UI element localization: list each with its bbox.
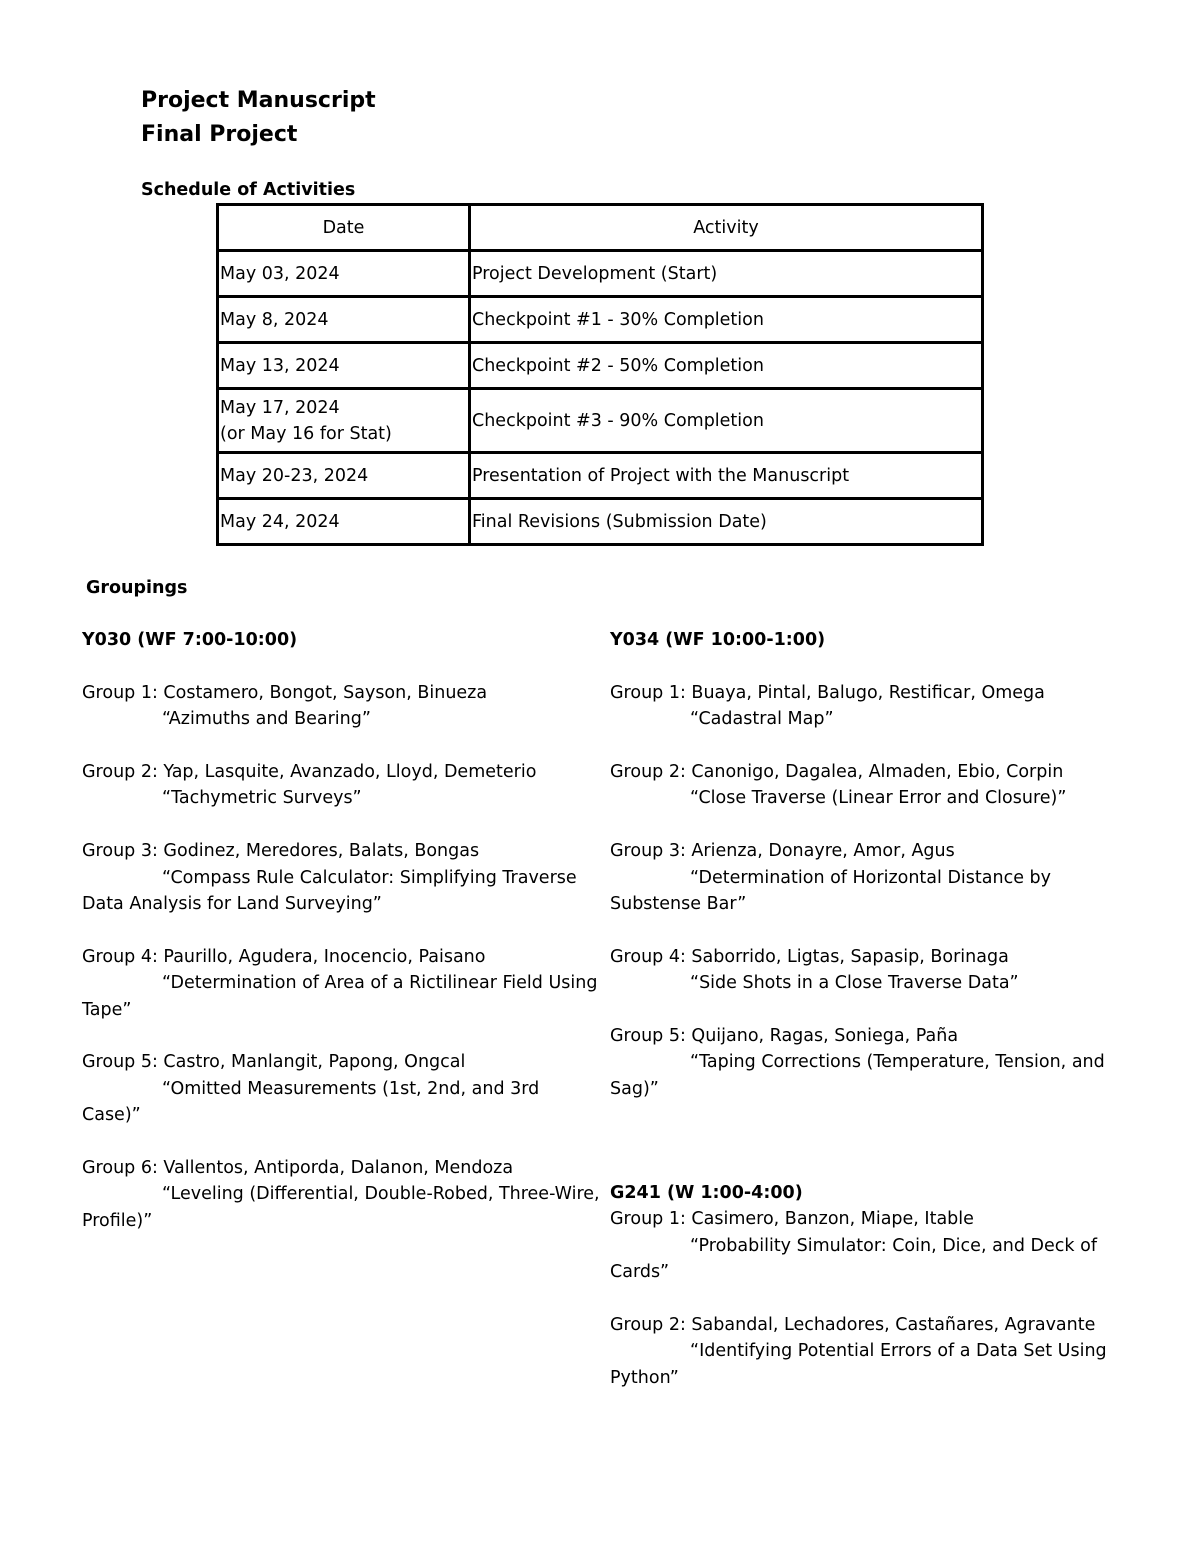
group-members: Group 1: Buaya, Pintal, Balugo, Restificar, Omega bbox=[610, 682, 1045, 703]
group-members: Group 6: Vallentos, Antiporda, Dalanon, Mendoza bbox=[82, 1158, 514, 1179]
section-title: G241 (W 1:00-4:00) bbox=[610, 1183, 803, 1203]
group-members: Group 2: Canonigo, Dagalea, Almaden, Ebio, Corpin bbox=[610, 762, 1064, 782]
group-topic: “Leveling (Differential, Double-Robed, Three-Wire, Profile)” bbox=[82, 1184, 600, 1231]
table-row bbox=[218, 297, 983, 343]
group-entry bbox=[610, 838, 1130, 917]
date-text: May 24, 2024 bbox=[220, 511, 340, 532]
section-title: Y030 (WF 7:00-10:00) bbox=[82, 630, 298, 650]
group-topic: “Probability Simulator: Coin, Dice, and Deck of Cards” bbox=[610, 1235, 1097, 1283]
group-members: Group 5: Quijano, Ragas, Soniega, Paña bbox=[610, 1026, 959, 1047]
date-text: (or May 16 for Stat) bbox=[220, 423, 392, 444]
date-cell bbox=[218, 251, 470, 297]
date-text: May 13, 2024 bbox=[220, 355, 340, 376]
date-text: May 17, 2024 bbox=[220, 397, 340, 418]
group-members: Group 1: Casimero, Banzon, Miape, Itable bbox=[610, 1209, 974, 1230]
activity-cell: Checkpoint #2 - 50% Completion bbox=[470, 343, 983, 389]
group-entry bbox=[610, 759, 1130, 812]
section-y030 bbox=[82, 627, 602, 1261]
group-topic: “Determination of Horizontal Distance by Substense Bar” bbox=[610, 867, 1051, 915]
activity-cell: Project Development (Start) bbox=[470, 251, 983, 297]
group-members: Group 3: Godinez, Meredores, Balats, Bongas bbox=[82, 841, 480, 862]
date-cell bbox=[218, 453, 470, 499]
activity-cell: Checkpoint #1 - 30% Completion bbox=[470, 297, 983, 343]
activity-column-header: Activity bbox=[470, 205, 983, 251]
group-entry bbox=[82, 759, 602, 812]
date-text: May 20-23, 2024 bbox=[220, 465, 369, 486]
document-title: Project Manuscript bbox=[141, 88, 376, 113]
section-title: Y034 (WF 10:00-1:00) bbox=[610, 630, 826, 650]
schedule-heading: Schedule of Activities bbox=[141, 180, 356, 200]
group-entry bbox=[82, 944, 602, 1023]
group-entry bbox=[610, 680, 1130, 733]
group-entry bbox=[610, 944, 1130, 997]
group-topic: “Taping Corrections (Temperature, Tension, and Sag)” bbox=[610, 1052, 1105, 1099]
date-cell bbox=[218, 297, 470, 343]
group-entry bbox=[610, 1206, 1130, 1285]
activity-cell: Checkpoint #3 - 90% Completion bbox=[470, 389, 983, 453]
date-column-header: Date bbox=[218, 205, 470, 251]
group-entry bbox=[82, 838, 602, 917]
table-row bbox=[218, 499, 983, 545]
group-topic: “Compass Rule Calculator: Simplifying Traverse Data Analysis for Land Surveying” bbox=[82, 867, 577, 915]
date-cell bbox=[218, 499, 470, 545]
group-members: Group 1: Costamero, Bongot, Sayson, Binueza bbox=[82, 682, 488, 703]
group-topic: “Tachymetric Surveys” bbox=[162, 788, 362, 809]
group-members: Group 4: Paurillo, Agudera, Inocencio, Paisano bbox=[82, 946, 486, 967]
group-topic: “Determination of Area of a Rictilinear Field Using Tape” bbox=[82, 973, 598, 1020]
group-members: Group 2: Yap, Lasquite, Avanzado, Lloyd, Demeterio bbox=[82, 762, 537, 782]
group-topic: “Omitted Measurements (1st, 2nd, and 3rd Case)” bbox=[82, 1078, 540, 1126]
document-subtitle: Final Project bbox=[141, 122, 298, 147]
group-entry bbox=[610, 1023, 1130, 1102]
groupings-heading: Groupings bbox=[86, 578, 188, 598]
group-members: Group 2: Sabandal, Lechadores, Castañares, Agravante bbox=[610, 1315, 1096, 1336]
group-entry bbox=[82, 1155, 602, 1234]
table-row bbox=[218, 389, 983, 453]
date-text: May 8, 2024 bbox=[220, 309, 329, 330]
table-row bbox=[218, 343, 983, 389]
group-topic: “Close Traverse (Linear Error and Closure)” bbox=[690, 788, 1067, 809]
group-entry bbox=[610, 1312, 1130, 1391]
date-text: May 03, 2024 bbox=[220, 263, 340, 284]
activity-cell: Final Revisions (Submission Date) bbox=[470, 499, 983, 545]
schedule-table bbox=[216, 203, 984, 546]
group-members: Group 4: Saborrido, Ligtas, Sapasip, Borinaga bbox=[610, 946, 1009, 967]
group-topic: “Side Shots in a Close Traverse Data” bbox=[690, 973, 1019, 994]
section-y034 bbox=[610, 627, 1130, 1129]
table-row bbox=[218, 453, 983, 499]
activity-cell: Presentation of Project with the Manuscript bbox=[470, 453, 983, 499]
group-topic: “Identifying Potential Errors of a Data Set Using Python” bbox=[610, 1341, 1107, 1388]
section-g241 bbox=[610, 1180, 1130, 1418]
table-row bbox=[218, 251, 983, 297]
group-entry bbox=[82, 1049, 602, 1128]
group-topic: “Azimuths and Bearing” bbox=[162, 709, 371, 730]
group-entry bbox=[82, 680, 602, 733]
date-cell bbox=[218, 343, 470, 389]
table-header-row bbox=[218, 205, 983, 251]
group-members: Group 3: Arienza, Donayre, Amor, Agus bbox=[610, 841, 955, 862]
group-members: Group 5: Castro, Manlangit, Papong, Ongcal bbox=[82, 1052, 466, 1073]
date-cell bbox=[218, 389, 470, 453]
group-topic: “Cadastral Map” bbox=[690, 709, 834, 730]
